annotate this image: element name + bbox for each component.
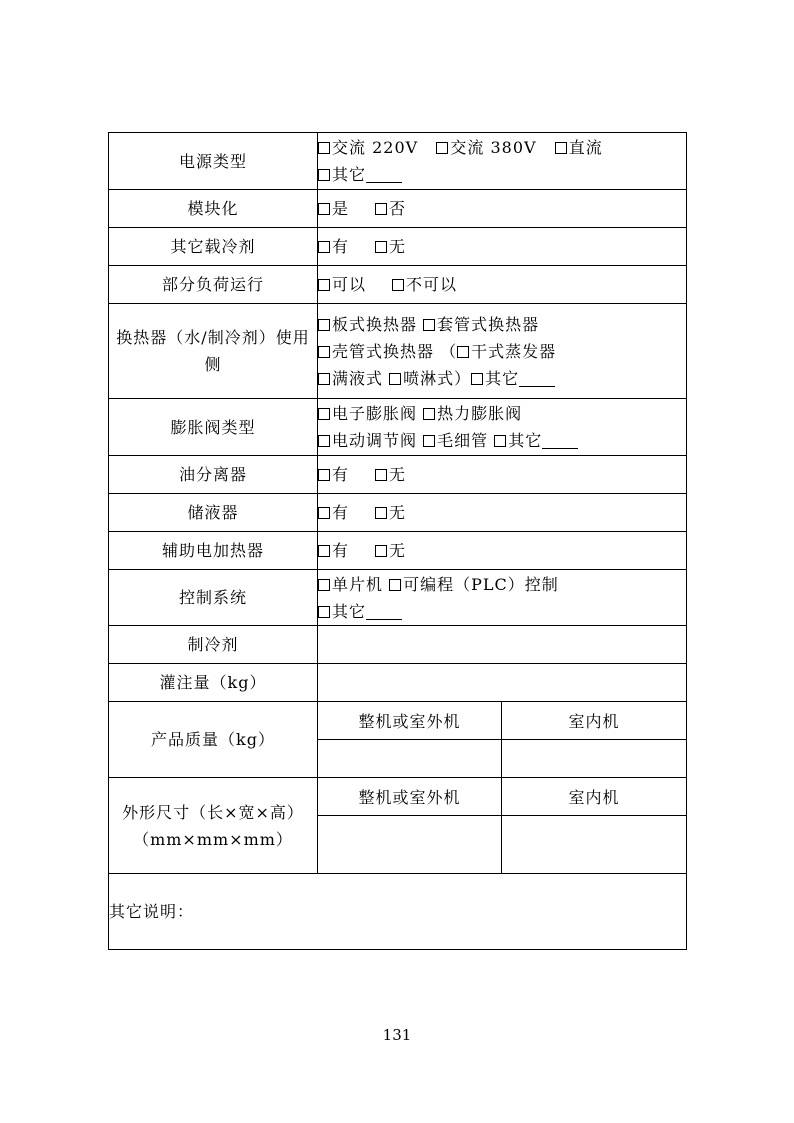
option-plc[interactable]: 可编程（PLC）控制: [389, 575, 559, 594]
checkbox[interactable]: [375, 469, 387, 481]
option-none[interactable]: 无: [375, 503, 406, 522]
modular-label: 模块化: [109, 190, 318, 228]
option-have[interactable]: 有: [318, 503, 349, 522]
charge-value-cell[interactable]: [318, 664, 687, 702]
checkbox[interactable]: [318, 507, 330, 519]
heat-exchanger-options: [318, 304, 687, 399]
row-modular: [109, 190, 687, 228]
option-none[interactable]: 无: [375, 465, 406, 484]
option-motorized-valve[interactable]: 电动调节阀: [318, 431, 417, 450]
option-dry-evaporator[interactable]: 干式蒸发器: [457, 342, 556, 361]
checkbox[interactable]: [318, 435, 330, 447]
heat-exchanger-label: 换热器（水/制冷剂）使用侧: [109, 304, 318, 399]
option-other[interactable]: 其它: [318, 602, 402, 621]
power-type-label: 电源类型: [109, 133, 318, 190]
row-aux-heater: [109, 532, 687, 570]
fill-in-blank[interactable]: [366, 166, 402, 183]
mass-outdoor-value[interactable]: [318, 740, 502, 778]
dimensions-indoor-header: 室内机: [502, 778, 687, 816]
checkbox[interactable]: [392, 279, 404, 291]
row-receiver: [109, 494, 687, 532]
checkbox[interactable]: [389, 373, 401, 385]
aux-heater-label: 辅助电加热器: [109, 532, 318, 570]
control-system-label: 控制系统: [109, 570, 318, 626]
part-load-label: 部分负荷运行: [109, 266, 318, 304]
row-expansion-valve: [109, 399, 687, 456]
row-charge: [109, 664, 687, 702]
control-system-options: [318, 570, 687, 626]
option-electronic-exv[interactable]: 电子膨胀阀: [318, 404, 417, 423]
option-other[interactable]: 其它: [471, 369, 555, 388]
checkbox[interactable]: [318, 279, 330, 291]
option-ac-220v[interactable]: 交流 220V: [318, 138, 418, 157]
checkbox[interactable]: [318, 545, 330, 557]
fill-in-blank[interactable]: [366, 603, 402, 620]
option-cannot[interactable]: 不可以: [392, 275, 457, 294]
dimensions-indoor-value[interactable]: [502, 816, 687, 874]
dimensions-label-line2: （mm×mm×mm）: [133, 829, 293, 849]
checkbox[interactable]: [423, 408, 435, 420]
checkbox[interactable]: [318, 606, 330, 618]
part-load-options: [318, 266, 687, 304]
mass-outdoor-header: 整机或室外机: [318, 702, 502, 740]
oil-separator-options: [318, 456, 687, 494]
expansion-valve-options: [318, 399, 687, 456]
row-oil-separator: [109, 456, 687, 494]
checkbox[interactable]: [471, 373, 483, 385]
checkbox[interactable]: [494, 435, 506, 447]
option-mcu[interactable]: 单片机: [318, 575, 383, 594]
row-notes: [109, 874, 687, 950]
fill-in-blank[interactable]: [542, 432, 578, 449]
row-part-load: [109, 266, 687, 304]
checkbox[interactable]: [375, 507, 387, 519]
checkbox[interactable]: [318, 142, 330, 154]
option-none[interactable]: 无: [375, 541, 406, 560]
checkbox[interactable]: [318, 408, 330, 420]
option-plate-hx[interactable]: 板式换热器: [318, 315, 417, 334]
checkbox[interactable]: [555, 142, 567, 154]
checkbox[interactable]: [423, 435, 435, 447]
option-thermal-txv[interactable]: 热力膨胀阀: [423, 404, 522, 423]
option-flooded[interactable]: 满液式: [318, 369, 383, 388]
aux-heater-options: [318, 532, 687, 570]
receiver-options: [318, 494, 687, 532]
checkbox[interactable]: [389, 579, 401, 591]
row-heat-exchanger: [109, 304, 687, 399]
mass-indoor-header: 室内机: [502, 702, 687, 740]
charge-label: 灌注量（kg）: [109, 664, 318, 702]
row-control-system: [109, 570, 687, 626]
dimensions-label: [109, 778, 318, 874]
option-tube-in-tube-hx[interactable]: 套管式换热器: [423, 315, 539, 334]
refrigerant-label: 制冷剂: [109, 626, 318, 664]
checkbox[interactable]: [375, 545, 387, 557]
option-have[interactable]: 有: [318, 465, 349, 484]
oil-separator-label: 油分离器: [109, 456, 318, 494]
option-spray[interactable]: 喷淋式）: [389, 369, 471, 388]
mass-indoor-value[interactable]: [502, 740, 687, 778]
dimensions-outdoor-header: 整机或室外机: [318, 778, 502, 816]
secondary-refrigerant-options: [318, 228, 687, 266]
option-no[interactable]: 否: [375, 199, 406, 218]
checkbox[interactable]: [457, 346, 469, 358]
power-type-options: [318, 133, 687, 190]
row-refrigerant: [109, 626, 687, 664]
paren-open: （: [440, 341, 458, 361]
checkbox[interactable]: [318, 241, 330, 253]
option-other[interactable]: 其它: [494, 431, 578, 450]
notes-label: 其它说明：: [109, 901, 195, 921]
checkbox[interactable]: [318, 319, 330, 331]
option-have[interactable]: 有: [318, 541, 349, 560]
option-yes[interactable]: 是: [318, 199, 349, 218]
checkbox[interactable]: [318, 373, 330, 385]
expansion-valve-label: 膨胀阀类型: [109, 399, 318, 456]
checkbox[interactable]: [423, 319, 435, 331]
page-number: 131: [382, 1026, 412, 1044]
option-shell-tube-hx[interactable]: 壳管式换热器: [318, 342, 434, 361]
row-secondary-refrigerant: [109, 228, 687, 266]
refrigerant-value-cell[interactable]: [318, 626, 687, 664]
dimensions-label-line1: 外形尺寸（长×宽×高）: [122, 802, 304, 822]
option-none[interactable]: 无: [375, 237, 406, 256]
checkbox[interactable]: [375, 241, 387, 253]
checkbox[interactable]: [436, 142, 448, 154]
fill-in-blank[interactable]: [519, 370, 555, 387]
modular-options: [318, 190, 687, 228]
checkbox[interactable]: [318, 169, 330, 181]
mass-label: 产品质量（kg）: [109, 702, 318, 778]
spec-form-table: [108, 132, 687, 950]
row-mass-header: [109, 702, 687, 740]
row-power-type: [109, 133, 687, 190]
secondary-refrigerant-label: 其它载冷剂: [109, 228, 318, 266]
checkbox[interactable]: [318, 579, 330, 591]
notes-cell[interactable]: [109, 874, 687, 950]
option-have[interactable]: 有: [318, 237, 349, 256]
row-dimensions-header: [109, 778, 687, 816]
option-other[interactable]: 其它: [318, 165, 402, 184]
checkbox[interactable]: [318, 469, 330, 481]
checkbox[interactable]: [375, 203, 387, 215]
checkbox[interactable]: [318, 346, 330, 358]
dimensions-outdoor-value[interactable]: [318, 816, 502, 874]
option-dc[interactable]: 直流: [555, 138, 603, 157]
receiver-label: 储液器: [109, 494, 318, 532]
option-ac-380v[interactable]: 交流 380V: [436, 138, 536, 157]
option-capillary[interactable]: 毛细管: [423, 431, 488, 450]
checkbox[interactable]: [318, 203, 330, 215]
option-can[interactable]: 可以: [318, 275, 366, 294]
